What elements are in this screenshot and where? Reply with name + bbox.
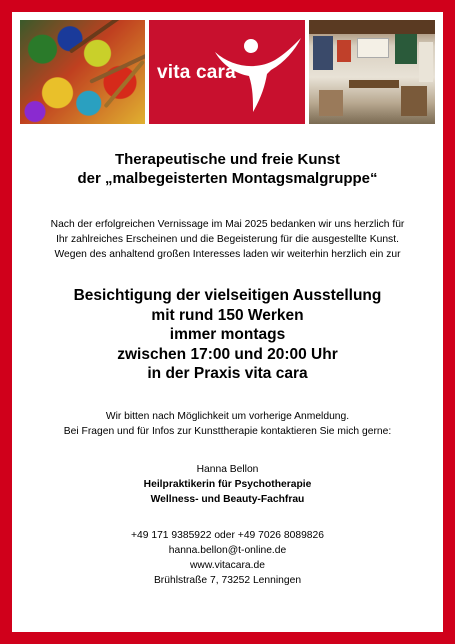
flyer-content <box>20 150 435 588</box>
title-line-1: Therapeutische und freie Kunst <box>114 151 341 168</box>
website-link[interactable]: www.vitacara.de <box>190 559 265 571</box>
event-line: mit rund 150 Werken <box>151 306 304 324</box>
dancing-figure-icon <box>209 30 305 118</box>
event-highlight <box>20 286 435 384</box>
event-line: Besichtigung der vielseitigen Ausstellung <box>73 287 382 304</box>
person-role-1: Heilpraktikerin für Psychotherapie <box>143 478 312 490</box>
event-line: immer montags <box>169 326 286 343</box>
studio-room-image <box>309 20 435 124</box>
phone-numbers: +49 171 9385922 oder +49 7026 8089826 <box>131 529 324 541</box>
request-paragraph <box>20 409 435 439</box>
intro-paragraph <box>20 217 435 262</box>
paint-palette-image <box>20 20 145 124</box>
email-link[interactable]: hanna.bellon@t-online.de <box>168 544 287 556</box>
logo-text: vita cara <box>157 62 236 83</box>
intro-line: Nach der erfolgreichen Vernissage im Mai 2025 bedanken wir uns herzlich für <box>50 219 405 230</box>
request-line: Wir bitten nach Möglichkeit um vorherige Anmeldung. <box>105 410 350 422</box>
intro-line: Wegen des anhaltend großen Interesses laden wir weiterhin herzlich ein zur <box>54 249 401 260</box>
intro-line: Ihr zahlreiches Erscheinen und die Begeisterung für die ausgestellte Kunst. <box>56 234 399 245</box>
header-banner <box>20 20 435 124</box>
address: Brühlstraße 7, 73252 Lenningen <box>153 574 302 586</box>
title-line-2: der „malbegeisterten Montagsmalgruppe“ <box>77 170 378 187</box>
page-title <box>20 150 435 188</box>
event-line: in der Praxis vita cara <box>147 365 308 382</box>
vita-cara-logo <box>149 20 305 124</box>
contact-block <box>20 528 435 588</box>
request-line: Bei Fragen und für Infos zur Kunsttherapie kontaktieren Sie mich gerne: <box>63 425 392 437</box>
person-name: Hanna Bellon <box>196 463 259 475</box>
event-line: zwischen 17:00 und 20:00 Uhr <box>117 345 338 363</box>
person-role-2: Wellness- und Beauty-Fachfrau <box>150 493 305 505</box>
